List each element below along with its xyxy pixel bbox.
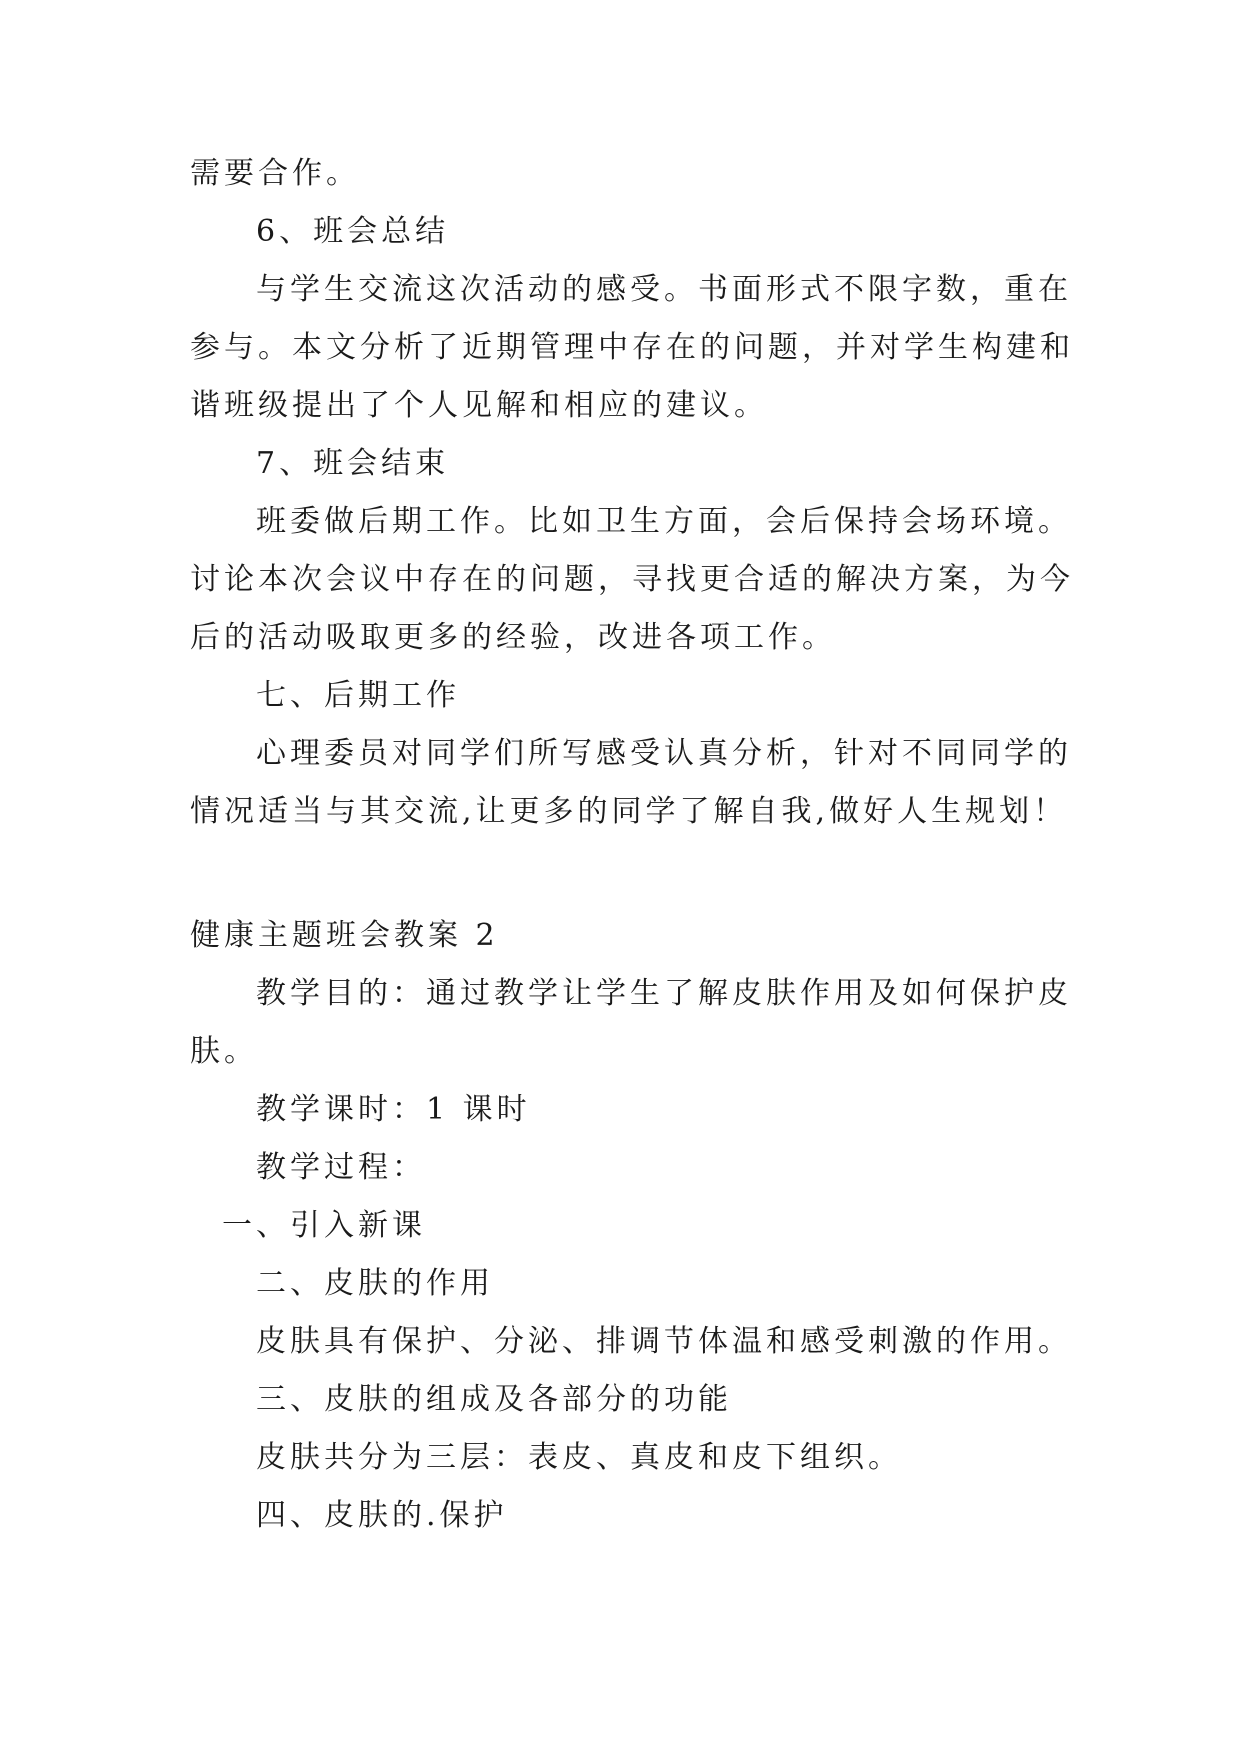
section-heading: 三、皮肤的组成及各部分的功能 (256, 1382, 732, 1417)
paragraph-line: 谐班级提出了个人见解和相应的建议。 (190, 388, 768, 423)
section-heading: 二、皮肤的作用 (256, 1266, 494, 1301)
paragraph-line: 教学过程： (256, 1150, 426, 1185)
paragraph-line: 后的活动吸取更多的经验，改进各项工作。 (190, 620, 836, 655)
section-heading: 四、皮肤的.保护 (256, 1498, 508, 1533)
paragraph-line: 与学生交流这次活动的感受。书面形式不限字数，重在 (256, 272, 1072, 307)
paragraph-line: 讨论本次会议中存在的问题，寻找更合适的解决方案，为今 (190, 562, 1074, 597)
paragraph-line: 情况适当与其交流,让更多的同学了解自我,做好人生规划！ (190, 794, 1068, 829)
section-heading: 6、班会总结 (256, 214, 450, 249)
paragraph-line: 需要合作。 (190, 156, 360, 191)
paragraph-line: 皮肤具有保护、分泌、排调节体温和感受刺激的作用。 (256, 1324, 1072, 1359)
paragraph-line: 参与。本文分析了近期管理中存在的问题，并对学生构建和 (190, 330, 1074, 365)
section-heading: 7、班会结束 (256, 446, 450, 481)
paragraph-line: 班委做后期工作。比如卫生方面，会后保持会场环境。 (256, 504, 1072, 539)
section-heading: 七、后期工作 (256, 678, 460, 713)
section-heading: 一、引入新课 (222, 1208, 426, 1243)
paragraph-line: 教学课时：1 课时 (256, 1092, 531, 1127)
paragraph-line: 心理委员对同学们所写感受认真分析，针对不同同学的 (256, 736, 1072, 771)
paragraph-line: 教学目的：通过教学让学生了解皮肤作用及如何保护皮 (256, 976, 1072, 1011)
paragraph-line: 肤。 (190, 1034, 258, 1069)
paragraph-line: 皮肤共分为三层：表皮、真皮和皮下组织。 (256, 1440, 902, 1475)
document-title: 健康主题班会教案 2 (190, 918, 499, 953)
